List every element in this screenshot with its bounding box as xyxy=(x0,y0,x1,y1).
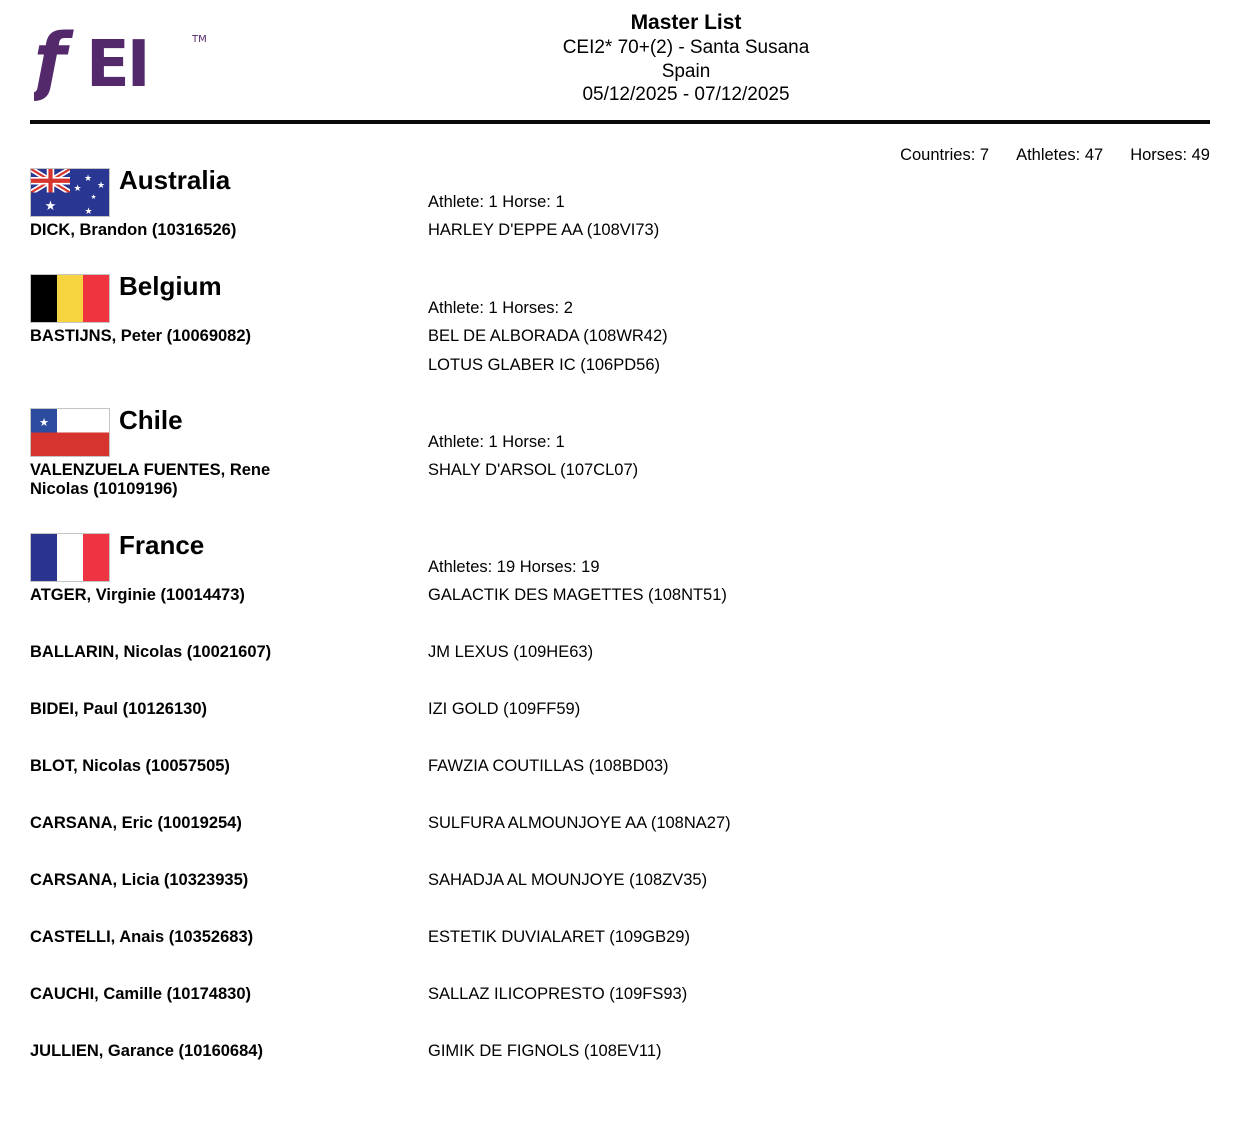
horse-entry: LOTUS GLABER IC (106PD56) xyxy=(428,356,660,374)
country-section-chile xyxy=(30,405,1221,499)
country-name: Australia xyxy=(119,165,231,195)
athlete-horses xyxy=(428,327,1221,374)
country-counts: Athletes: 19 Horses: 19 xyxy=(428,558,600,576)
country-name: Belgium xyxy=(119,271,222,301)
country-counts: Athlete: 1 Horse: 1 xyxy=(428,433,565,451)
fei-logo xyxy=(34,26,209,108)
athlete-horses xyxy=(428,700,1221,757)
athlete-name: BALLARIN, Nicolas (10021607) xyxy=(30,643,272,661)
country-section-belgium xyxy=(30,271,1221,374)
event-dates: 05/12/2025 - 07/12/2025 xyxy=(582,84,790,105)
athlete-name: BIDEI, Paul (10126130) xyxy=(30,700,208,718)
belgium-flag-icon xyxy=(30,274,110,323)
country-list xyxy=(30,165,1221,1133)
event-name: CEI2* 70+(2) - Santa Susana xyxy=(562,37,810,58)
horse-entry: SULFURA ALMOUNJOYE AA (108NA27) xyxy=(428,814,731,832)
horse-entry: FAWZIA COUTILLAS (108BD03) xyxy=(428,757,669,775)
totals-bar xyxy=(900,146,1210,165)
horse-entry: SAHADJA AL MOUNJOYE (108ZV35) xyxy=(428,871,708,889)
athlete-name: VALENZUELA FUENTES, Rene Nicolas (10109196) xyxy=(30,461,271,498)
fei-logo-graphic xyxy=(34,26,209,108)
svg-text:★: ★ xyxy=(83,174,93,184)
athlete-name: ATGER, Virginie (10014473) xyxy=(30,586,245,604)
athlete-horses xyxy=(428,985,1221,1042)
country-header xyxy=(30,165,428,221)
fei-logo-f: ƒ xyxy=(34,26,67,104)
athlete-horses xyxy=(428,757,1221,814)
country-header xyxy=(30,405,428,461)
country-name: France xyxy=(119,530,205,560)
country-section-australia xyxy=(30,165,1221,240)
athlete-horses xyxy=(428,928,1221,985)
athlete-horses xyxy=(428,643,1221,700)
horse-entry: HARLEY D'EPPE AA (108VI73) xyxy=(428,221,660,239)
horse-entry: SALLAZ ILICOPRESTO (109FS93) xyxy=(428,985,688,1003)
svg-text:★: ★ xyxy=(96,181,106,191)
svg-text:★: ★ xyxy=(44,199,57,214)
country-header xyxy=(30,530,428,586)
event-country: Spain xyxy=(661,60,711,82)
total-horses: Horses: 49 xyxy=(1130,146,1210,164)
horse-entry: GIMIK DE FIGNOLS (108EV11) xyxy=(428,1042,662,1060)
svg-text:★: ★ xyxy=(73,184,82,194)
horse-entry: ESTETIK DUVIALARET (109GB29) xyxy=(428,928,690,946)
athlete-name: CASTELLI, Anais (10352683) xyxy=(30,928,254,946)
athlete-name: DICK, Brandon (10316526) xyxy=(30,221,237,239)
horse-entry: IZI GOLD (109FF59) xyxy=(428,700,581,718)
athlete-name: BASTIJNS, Peter (10069082) xyxy=(30,327,252,345)
fei-logo-tm: TM xyxy=(192,34,207,45)
horse-entry: SHALY D'ARSOL (107CL07) xyxy=(428,461,639,479)
athlete-horses xyxy=(428,871,1221,928)
australia-flag-icon xyxy=(30,168,110,217)
france-flag-icon xyxy=(30,533,110,582)
athlete-name: CAUCHI, Camille (10174830) xyxy=(30,985,252,1003)
svg-text:★: ★ xyxy=(90,193,97,201)
athlete-horses xyxy=(428,814,1221,871)
title-block xyxy=(563,10,810,107)
country-section-france xyxy=(30,530,1221,1099)
athlete-horses xyxy=(428,461,1221,499)
total-countries: Countries: 7 xyxy=(900,146,990,164)
athlete-horses xyxy=(428,586,1221,643)
country-counts: Athlete: 1 Horses: 2 xyxy=(428,299,573,317)
horse-entry: BEL DE ALBORADA (108WR42) xyxy=(428,327,668,345)
header-divider xyxy=(30,120,1210,124)
athlete-name: CARSANA, Eric (10019254) xyxy=(30,814,242,832)
athlete-name: JULLIEN, Garance (10160684) xyxy=(30,1042,263,1060)
country-name: Chile xyxy=(119,405,183,435)
horse-entry: GALACTIK DES MAGETTES (108NT51) xyxy=(428,586,727,604)
athlete-name: CARSANA, Licia (10323935) xyxy=(30,871,249,889)
athlete-horses xyxy=(428,221,1221,240)
country-counts: Athlete: 1 Horse: 1 xyxy=(428,193,565,211)
page-title: Master List xyxy=(630,11,742,34)
athlete-horses xyxy=(428,1042,1221,1099)
athlete-name: BLOT, Nicolas (10057505) xyxy=(30,757,230,775)
fei-logo-ei: EI xyxy=(86,28,148,102)
total-athletes: Athletes: 47 xyxy=(1016,146,1104,164)
svg-text:★: ★ xyxy=(39,416,49,429)
svg-text:★: ★ xyxy=(84,207,93,216)
horse-entry: JM LEXUS (109HE63) xyxy=(428,643,594,661)
chile-flag-icon xyxy=(30,408,110,457)
country-header xyxy=(30,271,428,327)
